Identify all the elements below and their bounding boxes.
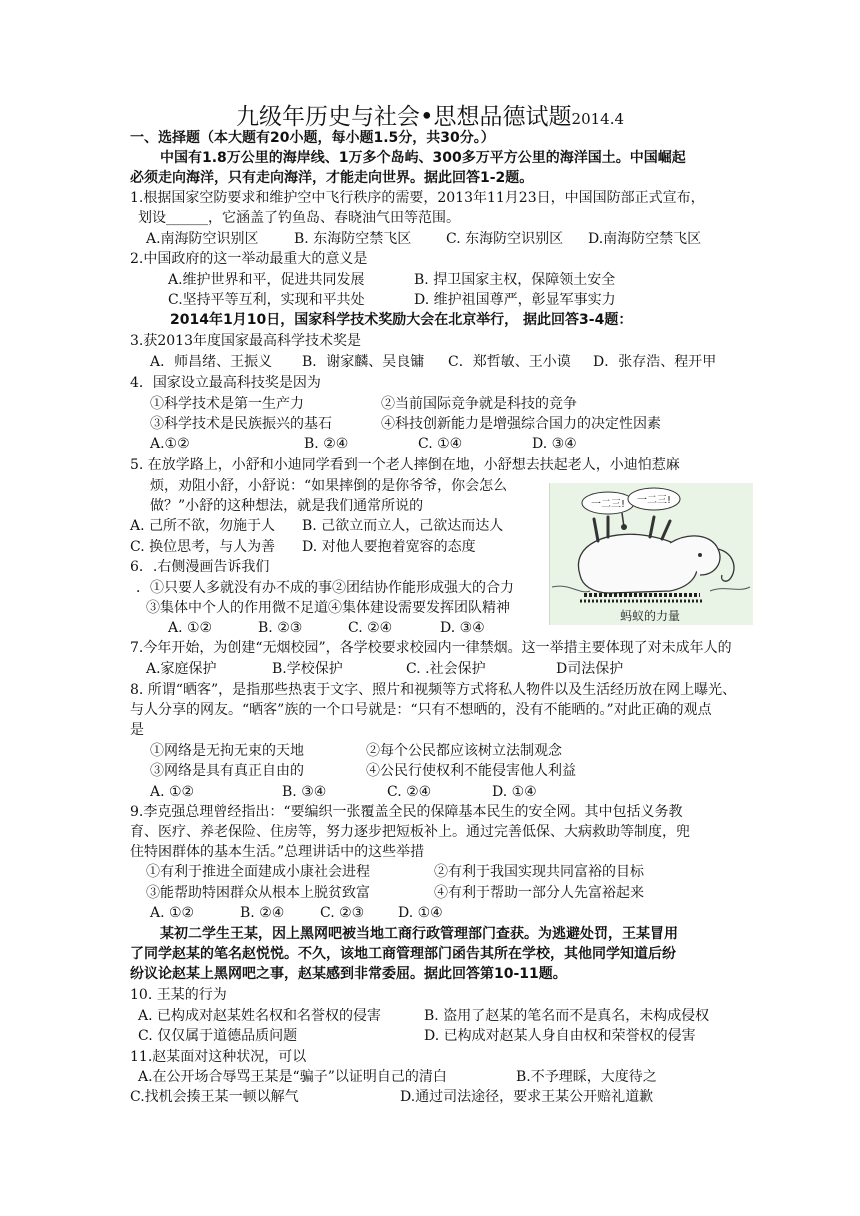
text-line: D.通过司法途径，要求王某公开赔礼道歉 [400, 1089, 654, 1105]
text-line: 住特困群体的基本生活。”总理讲话中的这些举措 [130, 844, 425, 860]
text-line: ②有利于我国实现共同富裕的目标 [434, 864, 644, 880]
text-line: ④有利于帮助一部分人先富裕起来 [434, 885, 644, 901]
text-line: 必须走向海洋，只有走向海洋，才能走向世界。据此回答1-2题。 [130, 170, 534, 186]
text-line: A. 己所不欲，勿施于人 [130, 518, 276, 534]
text-line: 3.获2013年度国家最高科学技术奖是 [130, 333, 361, 349]
text-line: ①网络是无拘无束的天地 [150, 743, 304, 759]
text-line: C. ②④ [348, 620, 393, 636]
text-line: ③集体中个人的作用微不足道④集体建设需要发挥团队精神 [146, 600, 510, 616]
text-line: B. ②③ [258, 620, 303, 636]
text-line: B.不予理睬，大度待之 [516, 1069, 657, 1085]
text-line: B.学校保护 [272, 661, 343, 677]
text-line: ③能帮助特困群众从根本上脱贫致富 [146, 885, 370, 901]
text-line: B. ②④ [304, 436, 349, 452]
text-line: 7.今年开始，为创建“无烟校园”，各学校要求校园内一律禁烟。这一举措主要体现了对未成年人的 [130, 640, 732, 656]
text-line: 8. 所谓“晒客”，是指那些热衷于文字、照片和视频等方式将私人物件以及生活经历放在网上曝光、 [130, 682, 737, 698]
text-line: 11.赵某面对这种状况，可以 [130, 1049, 307, 1065]
text-line: 了同学赵某的笔名赵悦悦。不久，该地工商管理部门函告其所在学校，其他同学知道后纷 [130, 946, 676, 962]
text-line: 一、选择题（本大题有20小题，每小题1.5分，共30分。） [130, 130, 495, 146]
text-line: 是 [130, 722, 144, 738]
text-line: D. 对他人要抱着宽容的态度 [302, 539, 476, 555]
cartoon-caption: 蚂蚁的力量 [620, 609, 681, 623]
bubble-left-text: 一二三! [590, 499, 626, 510]
text-line: ②每个公民都应该树立法制观念 [366, 743, 562, 759]
text-line: D司法保护 [556, 661, 624, 677]
text-line: B. 捍卫国家主权，保障领土安全 [414, 272, 616, 288]
text-line: A.家庭保护 [146, 661, 217, 677]
text-line: B. 盗用了赵某的笔名而不是真名，未构成侵权 [424, 1008, 710, 1024]
text-line: ④公民行使权利不能侵害他人利益 [366, 763, 576, 779]
text-line: B. 己欲立而立人，己欲达而达人 [302, 518, 504, 534]
cartoon-illustration [550, 483, 753, 625]
text-line: 2014年1月10日，国家科学技术奖励大会在北京举行， 据此回答3-4题： [170, 312, 633, 328]
text-line: D. ③④ [440, 620, 485, 636]
text-line: ③网络是具有真正自由的 [150, 763, 304, 779]
text-line: 6．.右侧漫画告诉我们 [130, 559, 270, 575]
title-main: 九级年历史与社会•思想品德试题 [235, 104, 572, 130]
text-line: D．张存浩、程开甲 [593, 354, 717, 370]
text-line: A.①② [150, 436, 190, 452]
text-line: 育、医疗、养老保险、住房等，努力逐步把短板补上。通过完善低保、大病救助等制度，兜 [130, 824, 690, 840]
text-line: 与人分享的网友。“晒客”族的一个口号就是：“只有不想晒的，没有不能晒的。”对此正确的观点 [130, 702, 712, 718]
text-line: C. ②④ [387, 784, 432, 800]
text-line: C.坚持平等互利，实现和平共处 [168, 292, 365, 308]
text-line: A.在公开场合辱骂王某是“骗子”以证明自己的清白 [138, 1069, 447, 1085]
text-line: 1.根据国家空防要求和维护空中飞行秩序的需要，2013年11月23日，中国国防部正式宣布， [130, 190, 705, 206]
bubble-right-text: 一二三! [636, 495, 672, 506]
text-line: ①科学技术是第一生产力 [150, 396, 304, 412]
text-line: 中国有1.8万公里的海岸线、1万多个岛屿、300多万平方公里的海洋国土。中国崛起 [160, 150, 686, 166]
text-line: ①有利于推进全面建成小康社会进程 [146, 864, 370, 880]
text-line: D. 已构成对赵某人身自由权和荣誉权的侵害 [424, 1028, 696, 1044]
text-line: C. .社会保护 [406, 661, 486, 677]
text-line: B. 东海防空禁飞区 [294, 231, 412, 247]
title-date: 2014.4 [571, 110, 625, 128]
text-line: B. ②④ [240, 905, 285, 921]
text-line: ②当前国际竞争就是科技的竞争 [381, 396, 577, 412]
text-line: D. ③④ [532, 436, 577, 452]
text-line: A. ①② [150, 905, 195, 921]
text-line: B．谢家麟、吴良镛 [302, 354, 425, 370]
text-line: B. ③④ [282, 784, 327, 800]
text-line: C. ①④ [418, 436, 463, 452]
text-line: 烦，劝阻小舒，小舒说：“如果摔倒的是你爷爷，你会怎么 [150, 478, 508, 494]
text-line: A. ①② [150, 784, 195, 800]
text-line: D. ①④ [398, 905, 443, 921]
text-line: A．师昌绪、王振义 [150, 354, 273, 370]
text-line: 纷议论赵某上黑网吧之事，赵某感到非常委屈。据此回答第10-11题。 [130, 966, 567, 982]
text-line: 9.李克强总理曾经指出：“要编织一张覆盖全民的保障基本民生的安全网。其中包括义务教 [130, 804, 683, 820]
text-line: 划设______，它涵盖了钓鱼岛、春晓油气田等范围。 [138, 210, 460, 226]
text-line: ．①只要人多就没有办不成的事②团结协作能形成强大的合力 [136, 580, 514, 596]
text-line: A.南海防空识别区 [146, 231, 259, 247]
text-line: A. 已构成对赵某姓名权和名誉权的侵害 [138, 1008, 382, 1024]
text-line: 做？”小舒的这种想法，就是我们通常所说的 [150, 498, 424, 514]
text-line: 10. 王某的行为 [130, 987, 227, 1003]
text-line: C．郑哲敏、王小谟 [448, 354, 571, 370]
text-line: 4．国家设立最高科技奖是因为 [130, 375, 321, 391]
text-line: 5. 在放学路上，小舒和小迪同学看到一个老人摔倒在地，小舒想去扶起老人，小迪怕惹麻 [130, 457, 680, 473]
text-line: D. 维护祖国尊严，彰显军事实力 [414, 292, 616, 308]
text-line: C. 仅仅属于道德品质问题 [138, 1028, 298, 1044]
text-line: ④科技创新能力是增强综合国力的决定性因素 [381, 416, 661, 432]
text-line: D. ①④ [492, 784, 537, 800]
text-line: C. ②③ [320, 905, 365, 921]
text-line: C.找机会揍王某一顿以解气 [130, 1089, 299, 1105]
text-line: A.维护世界和平，促进共同发展 [168, 272, 365, 288]
text-line: ③科学技术是民族振兴的基石 [150, 416, 332, 432]
text-line: A. ①② [168, 620, 213, 636]
text-line: D.南海防空禁飞区 [588, 231, 702, 247]
text-line: C. 东海防空识别区 [446, 231, 564, 247]
text-line: 某初二学生王某，因上黑网吧被当地工商行政管理部门查获。为逃避处罚，王某冒用 [160, 926, 678, 942]
text-line: C. 换位思考，与人为善 [130, 539, 276, 555]
text-line: 2.中国政府的这一举动最重大的意义是 [130, 251, 368, 267]
cartoon-ant-power [549, 483, 753, 625]
